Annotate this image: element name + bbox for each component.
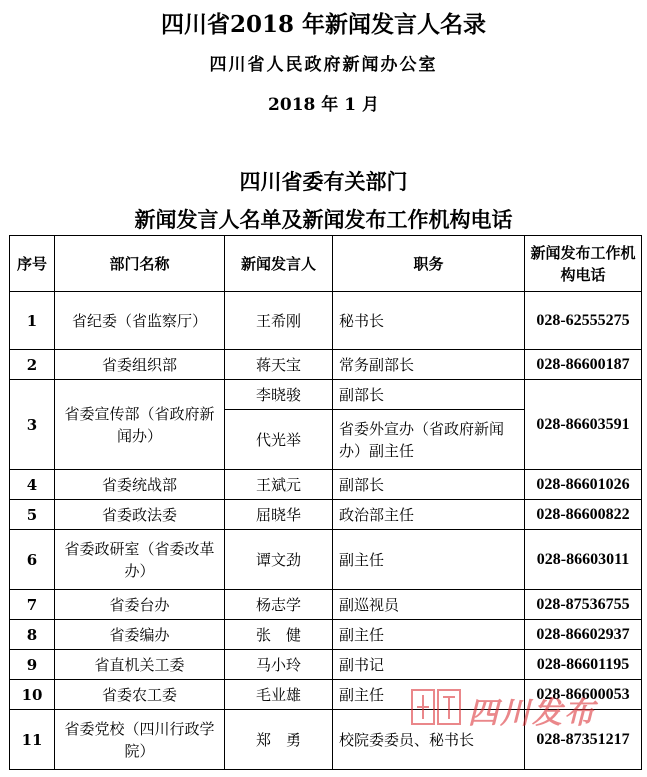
row-no: 2 [10,350,55,380]
row-role: 副部长 [333,380,525,410]
table-row [10,470,642,500]
section-subtitle: 新闻发言人名单及新闻发布工作机构电话 [134,207,513,232]
row-no: 8 [10,620,55,650]
row-phone: 028-86600053 [525,680,642,710]
row-role-2: 省委外宣办（省政府新闻办）副主任 [333,410,525,470]
row-phone: 028-86603011 [525,530,642,590]
watermark-text: 四川发布 [468,696,596,731]
table-row [10,620,642,650]
row-dept: 省直机关工委 [55,650,225,680]
row-no: 1 [10,292,55,350]
row-person: 蒋天宝 [225,350,333,380]
table-row [10,500,642,530]
row-role: 副巡视员 [333,590,525,620]
section-title: 四川省委有关部门 [239,169,408,194]
row-dept: 省委农工委 [55,680,225,710]
row-role: 副部长 [333,470,525,500]
row-dept: 省委编办 [55,620,225,650]
row-phone: 028-62555275 [525,292,642,350]
row-person: 王希刚 [225,292,333,350]
row-dept: 省纪委（省监察厅） [55,292,225,350]
row-person: 杨志学 [225,590,333,620]
row-role: 政治部主任 [333,500,525,530]
row-dept: 省委台办 [55,590,225,620]
row-no: 6 [10,530,55,590]
row-no: 4 [10,470,55,500]
row-person: 谭文劲 [225,530,333,590]
header-position: 职务 [333,236,525,292]
table-row [10,590,642,620]
row-role: 副主任 [333,530,525,590]
row-phone: 028-87536755 [525,590,642,620]
row-person: 郑 勇 [225,710,333,770]
row-phone: 028-86602937 [525,620,642,650]
row-phone: 028-86601195 [525,650,642,680]
table-row [10,650,642,680]
row-no: 3 [10,380,55,470]
row-phone: 028-86601026 [525,470,642,500]
table-row [10,292,642,350]
header-no: 序号 [10,236,55,292]
table-header-row [10,236,642,292]
table-row [10,380,642,410]
row-person: 张 健 [225,620,333,650]
table-row [10,350,642,380]
table-row [10,530,642,590]
row-no: 5 [10,500,55,530]
row-role: 副主任 [333,680,525,710]
row-phone: 028-86600822 [525,500,642,530]
row-no: 9 [10,650,55,680]
row-person: 屈晓华 [225,500,333,530]
issuer: 四川省人民政府新闻办公室 [209,55,438,75]
page-title: 四川省2018 年新闻发言人名录 [160,11,487,38]
row-dept: 省委党校（四川行政学院） [55,710,225,770]
row-dept: 省委组织部 [55,350,225,380]
row-person: 王斌元 [225,470,333,500]
header-dept: 部门名称 [55,236,225,292]
row-role: 常务副部长 [333,350,525,380]
row-person: 毛业雄 [225,680,333,710]
table-row [10,680,642,710]
table-row [10,710,642,770]
row-person: 李晓骏 [225,380,333,410]
row-no: 10 [10,680,55,710]
spokesperson-table [9,235,642,770]
row-role: 秘书长 [333,292,525,350]
header-phone: 新闻发布工作机构电话 [525,236,642,292]
row-dept: 省委政研室（省委改革办） [55,530,225,590]
row-role: 校院委委员、秘书长 [333,710,525,770]
row-person: 马小玲 [225,650,333,680]
row-role: 副主任 [333,620,525,650]
row-phone: 028-86603591 [525,380,642,470]
row-person-2: 代光举 [225,410,333,470]
header-spokesperson: 新闻发言人 [225,236,333,292]
row-no: 11 [10,710,55,770]
row-dept: 省委政法委 [55,500,225,530]
row-role: 副书记 [333,650,525,680]
row-phone: 028-86600187 [525,350,642,380]
row-phone: 028-87351217 [525,710,642,770]
issue-date: 2018 年 1 月 [268,95,379,115]
row-dept: 省委统战部 [55,470,225,500]
row-dept: 省委宣传部（省政府新闻办） [55,380,225,470]
row-no: 7 [10,590,55,620]
